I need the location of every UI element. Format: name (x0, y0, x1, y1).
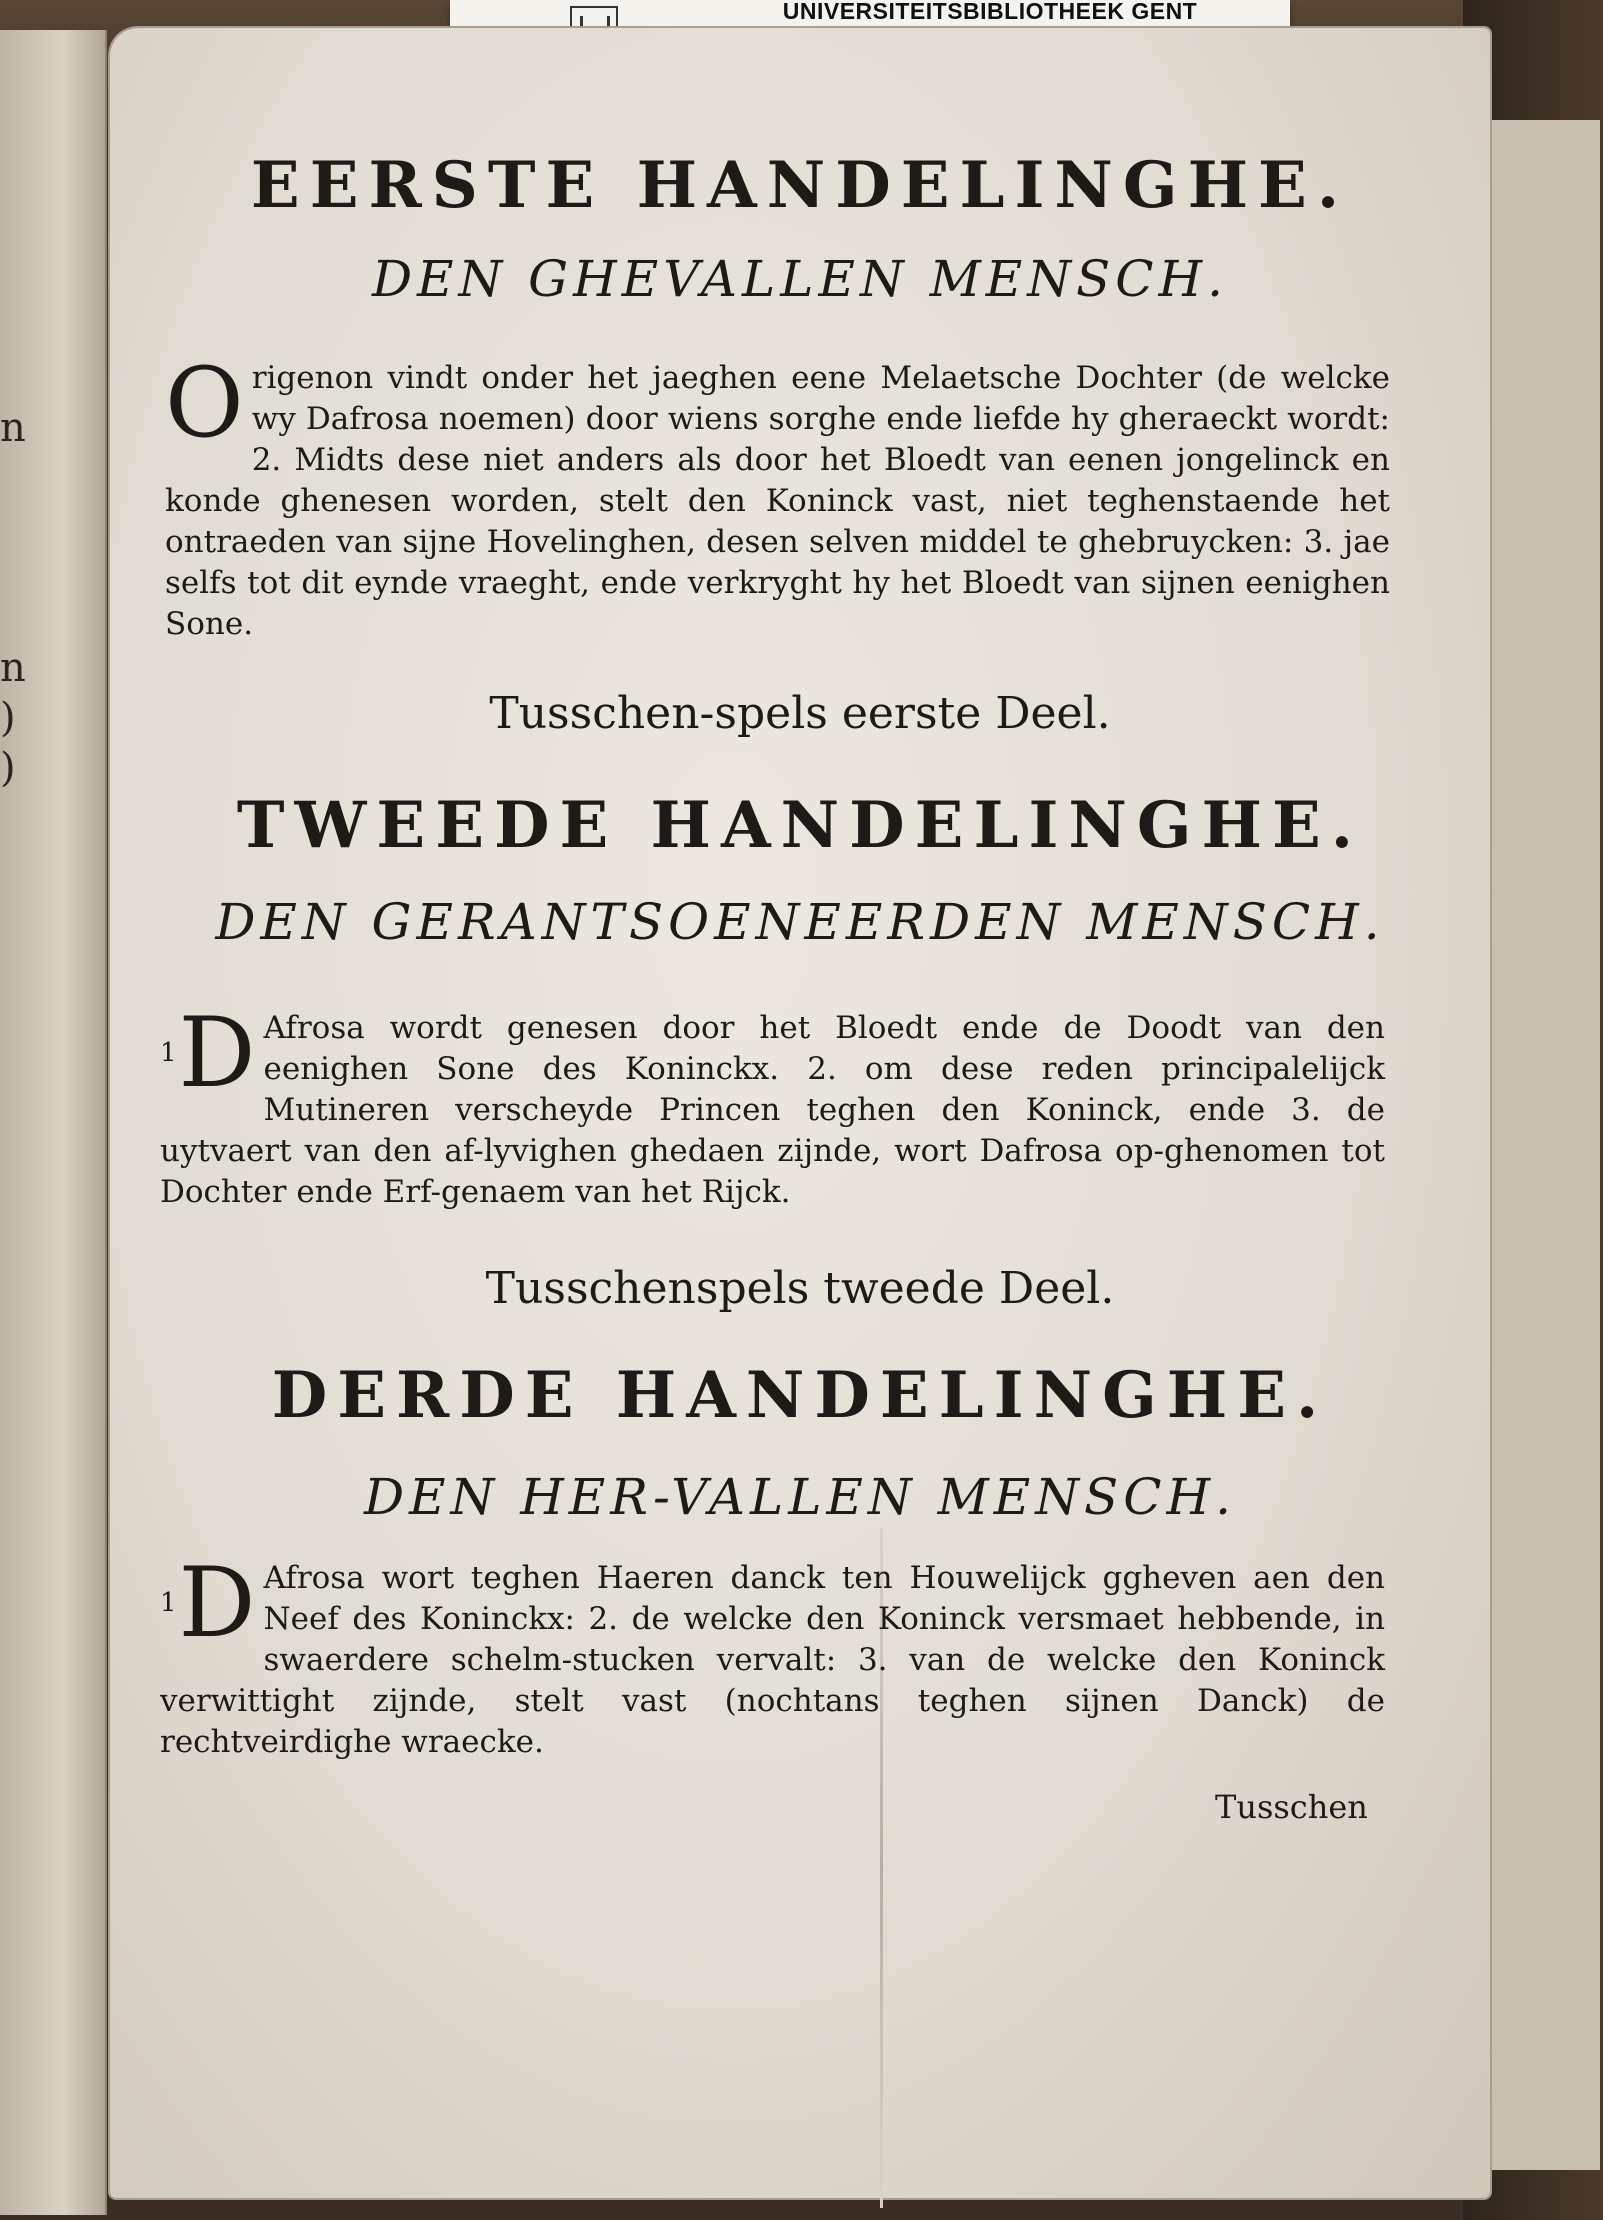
act3-initial (160, 1547, 256, 1659)
act3-initial-letter: D (178, 1547, 256, 1659)
left-facing-page (0, 30, 107, 2215)
left-page-fragment: ) (0, 745, 16, 791)
act2-text: Afrosa wordt genesen door het Bloedt ende de Doodt van den eenighen Sone des Koninckx. 2. om dese reden principalelijck Mutineren verscheyde Princen teghen den Koninck, ende 3. de uytvaert van den af-lyvighen ghedaen zijnde, wort Dafrosa op-ghenomen tot Dochter ende Erf-genaem van het Rijck. (160, 1010, 1385, 1210)
act3-heading: DERDE HANDELINGHE. (271, 1358, 1329, 1433)
act1-summary (165, 347, 1390, 645)
document-page (110, 28, 1490, 2198)
act2-initial-letter: D (178, 997, 256, 1109)
act2-interlude: Tusschenspels tweede Deel. (485, 1263, 1115, 1314)
library-name: UNIVERSITEITSBIBLIOTHEEK GENT (690, 0, 1290, 25)
act3-subheading: DEN HER-VALLEN MENSCH. (363, 1468, 1237, 1526)
act2-initial (160, 997, 256, 1109)
act1-text: rigenon vindt onder het jaeghen eene Melaetsche Dochter (de welcke wy Dafrosa noemen) door wiens sorghe ende liefde hy gheraeckt wordt: 2. Midts dese niet anders als door het Bloedt van eenen jongelinck en konde ghenesen worden, stelt den Koninck vast, niet teghenstaende het ontraeden van sijne Hovelinghen, desen selven middel te ghebruycken: 3. jae selfs tot dit eynde vraeght, ende verkryght hy het Bloedt van sijnen eenighen Sone. (165, 360, 1390, 642)
act3-summary (160, 1547, 1385, 1763)
act1-subheading: DEN GHEVALLEN MENSCH. (371, 250, 1229, 308)
act1-initial: O (165, 347, 244, 459)
left-page-fragment: n (0, 405, 26, 451)
left-page-fragment: ) (0, 695, 16, 741)
act1-heading: EERSTE HANDELINGHE. (250, 148, 1350, 223)
act3-number: 1 (160, 1588, 177, 1618)
left-page-fragment: n (0, 645, 26, 691)
act2-heading: TWEEDE HANDELINGHE. (236, 788, 1364, 863)
back-cover-board (1480, 120, 1600, 2170)
act2-summary (160, 997, 1385, 1213)
act2-subheading: DEN GERANTSOENEERDEN MENSCH. (215, 893, 1385, 951)
act3-text: Afrosa wort teghen Haeren danck ten Houwelijck ggheven aen den Neef des Koninckx: 2. de welcke den Koninck versmaet hebbende, in swaerdere schelm-stucken vervalt: 3. van de welcke den Koninck verwittight zijnde, stelt vast (nochtans teghen sijnen Danck) de rechtveirdighe wraecke. (160, 1560, 1385, 1760)
act1-interlude: Tusschen-spels eerste Deel. (489, 688, 1111, 739)
catchword: Tusschen (1215, 1788, 1368, 1826)
act2-number: 1 (160, 1038, 177, 1068)
